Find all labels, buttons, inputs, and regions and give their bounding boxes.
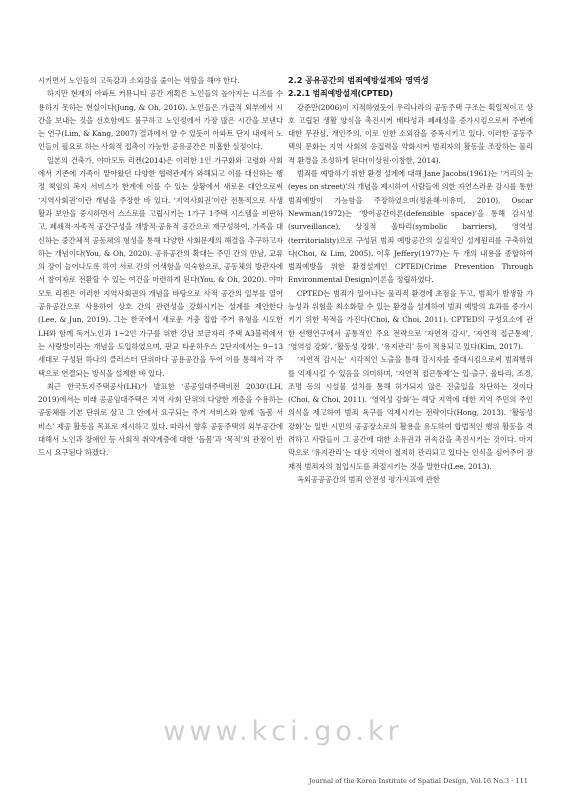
page-footer: Journal of the Korea Institute of Spatial Design, Vol.16 No.3 · 111 <box>308 777 528 785</box>
watermark: www.kci.go.kr <box>163 716 403 747</box>
paragraph: CPTED는 범죄가 일어나는 물리적 환경에 초점을 두고, 범죄가 발생할 가능성과 위험을 최소화할 수 있는 환경을 설계하여 범죄 예방의 효과를 증가시키기 위한 목적을 가진다(Choi, & Choi, 2011). CPTED의 구성요소에 관한 선행연구에서 공통적인 주요 전략으로 ‘자연적 감시’, ‘자연적 접근통제’, ‘영역성 강화’, ‘활동성 강화’, ‘유지관리’ 등이 적용되고 있다(Kim, 2017). <box>288 288 533 351</box>
paragraph: 최근 한국토지주택공사(LH)가 발표한 ‘공공임대주택비전 2030’(LH, 2019)에서는 미래 공공임대주택은 지역 사회 단위의 다양한 계층을 수용하는 공동체를 기본 단위로 삼고 그 안에서 요구되는 주거 서비스와 함께 ‘돌봄 서비스’ 제공 활동을 목표로 제시하고 있다. 따라서 향후 공동주택의 외부공간에 대해서 노인과 장애인 등 사회적 취약계층에 대한 ‘돌봄’과 ‘목적’의 관점이 반드시 요구된다 하겠다. <box>38 381 283 458</box>
paragraph: 일본의 건축가, 야마모토 리켄(2014)은 이러한 1인 가구화와 고령화 사회에서 기존에 가족이 맡아왔던 다양한 협력관계가 와해되고 이를 대신하는 행정 책임의 복지 서비스가 한계에 이를 수 있는 상황에서 새로운 대안으로써 ‘지역사회권’이란 개념을 주장한 바 있다. ‘지역사회권’이란 전통적으로 사생활과 보안을 중시하면서 스스로를 고립시키는 1가구 1주택 시스템을 비판하고, 폐쇄적·자족적 공간구성을 개방적·공유적 공간으로 재구성하여, 가족을 대신하는 중간체적 공동체의 형성을 통해 다양한 사회문제의 해결을 추구하고자 하는 개념이다(You, & Oh, 2020). 공유공간의 확대는 주민 간의 만남, 교류의 장이 늘어나도록 하여 서로 간의 어색함을 익숙함으로, 공동체의 방관자에서 참여자로 전환할 수 있는 여건을 마련하게 된다(You, & Oh, 2020). 야마모토 리켄은 이러한 지역사회권의 개념을 바탕으로 사적 공간의 일부를 열어 공유공간으로 사용하여 상호 간의 관련성을 강화시키는 설계를 제안한다(Lee, & Jun, 2019). 그는 한국에서 새로운 거충 집합 주거 유형을 시도한 LH와 함께 독거노인과 1~2인 가구를 위한 강남 보금자리 주택 A3블럭에서는 사랑방이라는 개념을 도입하였으며, 판교 타운하우스 2단지에서는 9~13세대로 구성된 하나의 클러스터 단위마다 공용공간을 두어 이를 통해서 각 주택으로 연결되는 방식을 설계한 바 있다. <box>38 155 283 378</box>
right-column <box>288 74 533 486</box>
paragraph: 범죄를 예방하기 위한 환경 설계에 대해 Jane Jacobs(1961)는 ‘거리의 눈(eyes on street)’의 개념을 제시하여 사람들에 의한 자연스러운 감시를 통한 범죄예방이 가능함을 주장하였으며(정윤혜·이유미, 2010), Oscar Newman(1972)는 ‘방어공간이론(defensible space)’을 통해 감시성(surveillance), 상징적 울타리(symbolic barriers), 영역성(territoriality)으로 구성된 범죄 예방공간의 실질적인 설계원리를 구축하였다(Choi, & Lim, 2005). 이후 Jeffery(1977)는 두 개의 내용을 종합하여 범죄예방을 위한 환경설계인 CPTED(Crime Prevention Through Environmental Design)이론을 정립하였다. <box>288 169 533 285</box>
paragraph: 시키면서 노인들의 고독감과 소외감을 줄이는 역할을 해야 한다. <box>38 76 240 85</box>
paragraph: 옥외공공공간의 범죄 안전성 평가지표에 관한 <box>296 474 440 484</box>
left-column <box>38 74 283 460</box>
paragraph: ‘자연적 감시는’ 시각적인 노출을 통해 감시자를 증대시킴으로써 범죄행위를 억제시킬 수 있음을 의미하며, ‘자연적 접근통제’는 입·출구, 울타리, 조경, 조명 등의 시설물 설치를 통해 허가되지 않은 진출입을 차단하는 것이다(Choi, & Choi, 2011). ‘영역성 강화’는 해당 지역에 대한 지역 주민의 주인의식을 제고하여 범죄 욕구를 억제시키는 전략이다(Hong, 2013). ‘활동성 강화’는 일반 시민의 공공장소로의 활용을 유도하여 합법적인 행위 활동을 격려하고 사람들이 그 공간에 대한 소유권과 귀속감을 촉진시키는 것이다. 마지막으로 ‘유지관리’는 대상 지역이 철저히 관리되고 있다는 인식을 심어주어 잠재적 범죄자의 침입시도를 좌절시키는 것을 말한다(Lee, 2013). <box>288 355 533 471</box>
paragraph: 강준만(2006)이 지적하였듯이 우리나라의 공동주택 구조는 획일적이고 상호 고립된 생활 양식을 촉진시켜 배타성과 폐쇄성을 증가시킴으로써 주변에 대한 무관심, 개인주의, 이로 인한 소외감을 증폭시키고 있다. 이러한 공동주택의 문화는 지역 사회의 응집력을 약화시켜 범죄자의 활동을 조장하는 물리적 환경을 조성하게 된다(이상원·이창한, 2014). <box>288 102 533 165</box>
paragraph: 하지만 현재의 아파트 커뮤니티 공간 계획은 노인들의 높아지는 니즈를 수용하지 못하는 현실이다(Jung, & Oh, 2016). 노인들은 가급적 외부에서 시간을 보내는 것을 선호함에도 불구하고 노인정에서 가장 많은 시간을 보낸다는 연구(Lim, & Kang, 2007) 결과에서 알 수 있듯이 아파트 단지 내에서 노인들이 필요로 하는 사회적 접촉이 가능한 공유공간은 미흡한 실정이다. <box>38 89 283 152</box>
subsection-heading: 2.2.1 범죄예방설계(CPTED) <box>288 89 393 99</box>
section-heading: 2.2 공유공간의 범죄예방설계와 영역성 <box>288 75 429 85</box>
